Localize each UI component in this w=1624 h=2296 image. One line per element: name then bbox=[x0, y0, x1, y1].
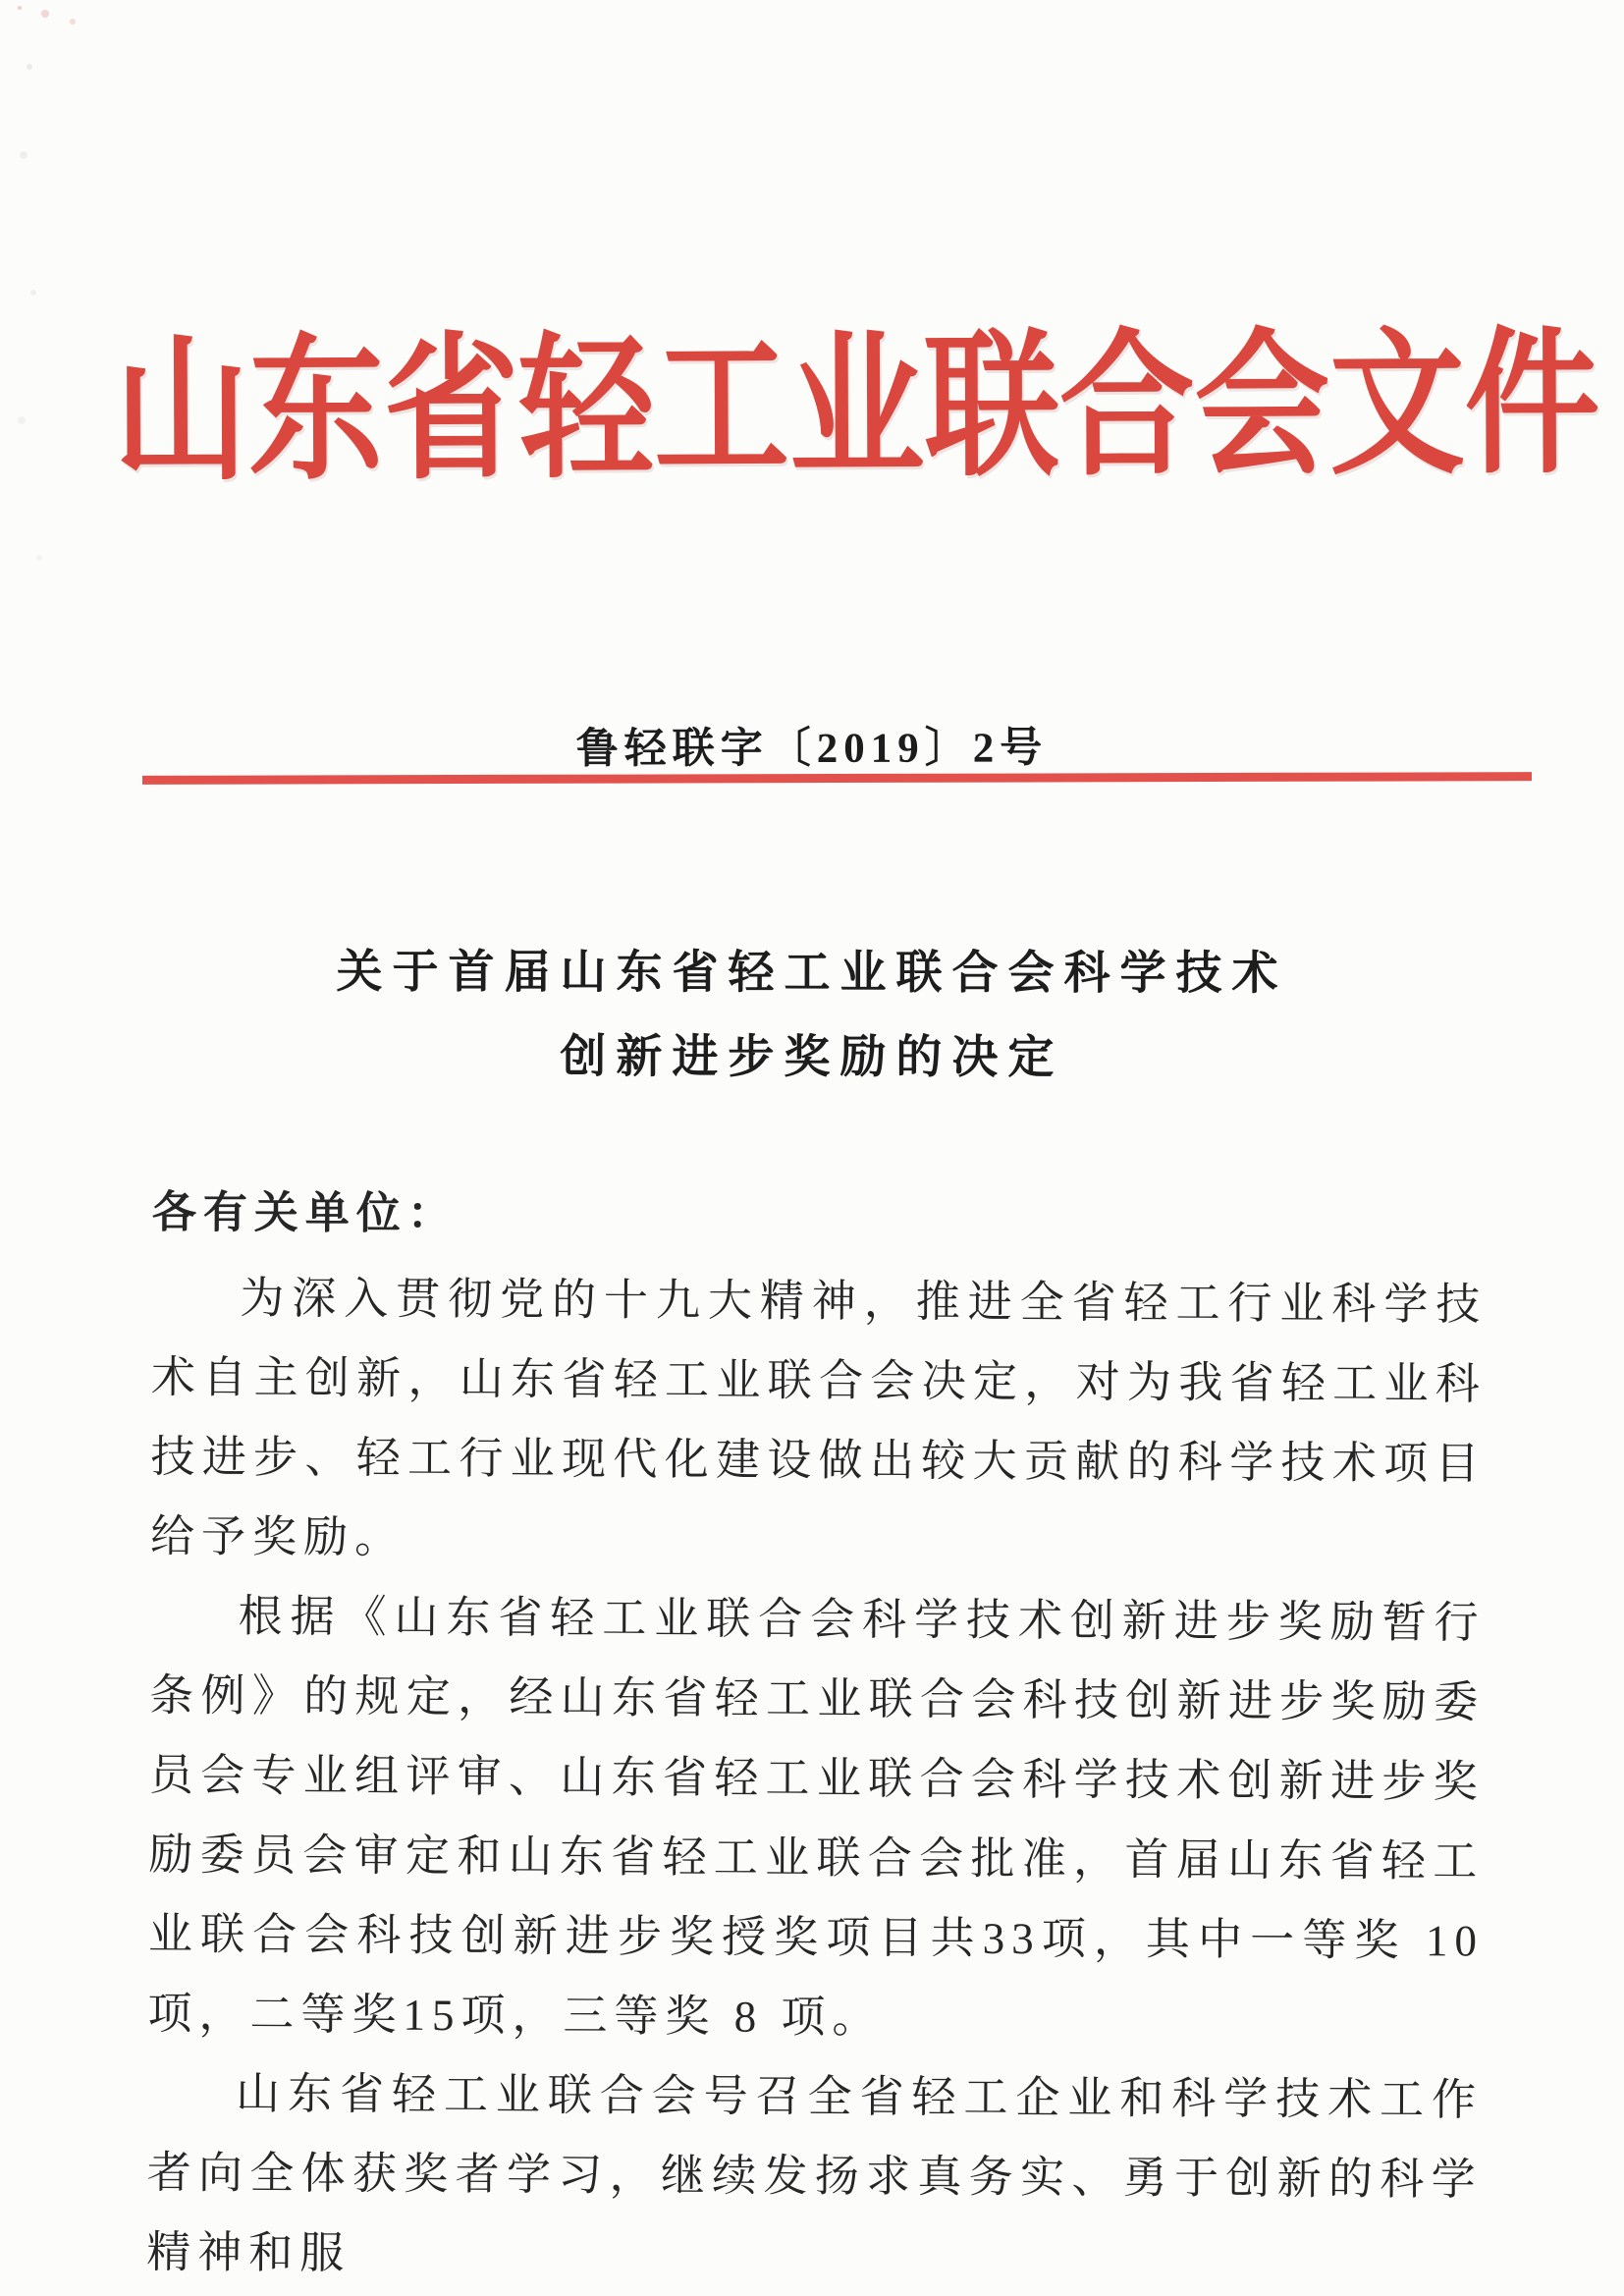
salutation: 各有关单位： bbox=[151, 1187, 459, 1239]
document-body bbox=[146, 1173, 1488, 2296]
document-number: 鲁轻联字〔2019〕2号 bbox=[575, 725, 1049, 773]
body-paragraph-3: 山东省轻工业联合会号召全省轻工企业和科学技术工作者向全体获奖者学习，继续发扬求真务实、勇于创新的科学精神和服 bbox=[146, 2068, 1484, 2278]
red-header-org-title: 山东省轻工业联合会文件 bbox=[113, 314, 1600, 499]
document-title-line2: 创新进步奖励的决定 bbox=[560, 1031, 1064, 1084]
scan-noise-specks bbox=[18, 6, 22, 10]
body-paragraph-1: 为深入贯彻党的十九大精神，推进全省轻工行业科学技术自主创新，山东省轻工业联合会决定，对为我省轻工业科技进步、轻工行业现代化建设做出较大贡献的科学技术项目给予奖励。 bbox=[149, 1273, 1488, 1562]
body-paragraph-2: 根据《山东省轻工业联合会科学技术创新进步奖励暂行条例》的规定，经山东省轻工业联合会科技创新进步奖励委员会专业组评审、山东省轻工业联合会科学技术创新进步奖励委员会审定和山东省轻工业联合会批准，首届山东省轻工业联合会科技创新进步奖授奖项目共33项，其中一等奖 10项，二等奖15项，三等奖 8 项。 bbox=[147, 1591, 1486, 2043]
document-title-line1: 关于首届山东省轻工业联合会科学技术 bbox=[336, 947, 1288, 1000]
document-title bbox=[0, 930, 1624, 1102]
